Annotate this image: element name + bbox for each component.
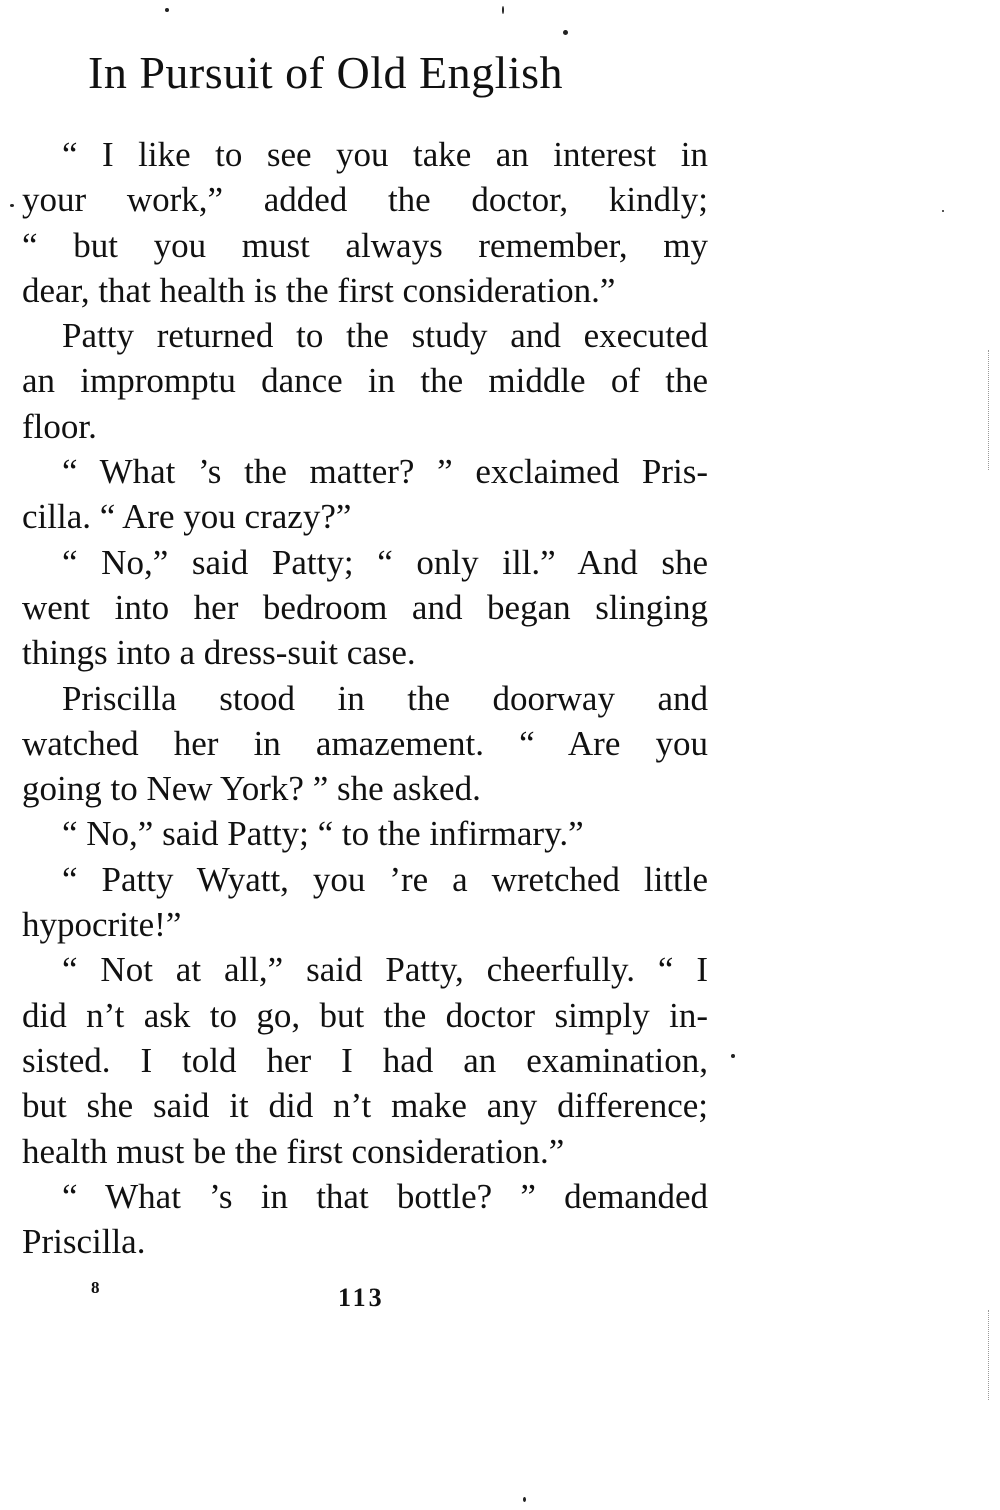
text-line: “ What ’s the matter? ” exclaimed Pris- [62, 452, 708, 492]
scan-edge-artifact [988, 350, 990, 470]
body-text [22, 132, 708, 1264]
text-line: but she said it did n’t make any difference; [22, 1086, 708, 1126]
text-line: sisted. I told her I had an examination, [22, 1040, 708, 1080]
text-line: cilla. “ Are you crazy?” [22, 497, 352, 537]
text-line: “ Not at all,” said Patty, cheerfully. “ I [62, 950, 708, 990]
signature-mark: 8 [91, 1278, 100, 1297]
scan-speck [523, 1497, 526, 1502]
scan-edge-artifact [988, 1310, 990, 1400]
text-line: Priscilla stood in the doorway and [62, 678, 708, 718]
text-line: Patty returned to the study and executed [62, 316, 708, 356]
text-line: things into a dress-suit case. [22, 633, 416, 673]
text-line: “ Patty Wyatt, you ’re a wretched little [62, 859, 708, 899]
text-line: went into her bedroom and began slinging [22, 587, 708, 627]
text-line: your work,” added the doctor, kindly; [22, 180, 708, 220]
text-line: Priscilla. [22, 1222, 146, 1262]
text-line: dear, that health is the first consideration.” [22, 270, 616, 310]
scan-speck [165, 8, 169, 12]
text-line: health must be the first consideration.” [22, 1131, 565, 1171]
scan-speck [563, 30, 568, 35]
text-line: “ No,” said Patty; “ to the infirmary.” [62, 814, 584, 854]
running-title: In Pursuit of Old English [88, 47, 564, 98]
text-line: “ I like to see you take an interest in [62, 135, 708, 174]
page-number: 113 [338, 1283, 385, 1312]
text-line: going to New York? ” she asked. [22, 769, 481, 809]
text-line: “ What ’s in that bottle? ” demanded [62, 1176, 708, 1216]
scan-speck [942, 210, 944, 212]
text-line: hypocrite!” [22, 905, 182, 945]
scan-speck [502, 6, 504, 14]
text-line: watched her in amazement. “ Are you [22, 723, 708, 763]
text-line: “ No,” said Patty; “ only ill.” And she [62, 542, 708, 582]
text-line: did n’t ask to go, but the doctor simply in- [22, 995, 708, 1035]
scan-speck [10, 204, 14, 207]
scan-speck [731, 1054, 735, 1058]
text-line: floor. [22, 406, 97, 446]
text-line: “ but you must always remember, my [22, 225, 708, 265]
text-line: an impromptu dance in the middle of the [22, 361, 708, 401]
